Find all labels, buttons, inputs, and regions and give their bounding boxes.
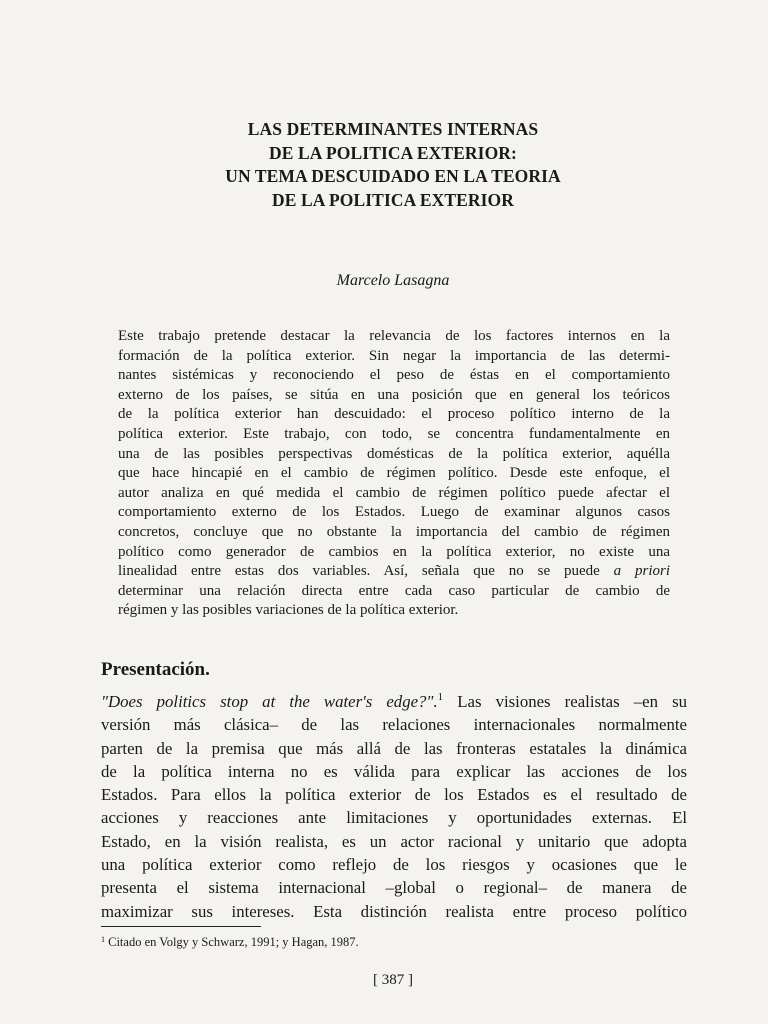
abstract-line: externo de los países, se sitúa en una posición que en general los teóricos — [118, 386, 670, 403]
body-line — [101, 690, 687, 713]
article-title — [150, 118, 636, 212]
body-line: una política exterior como reflejo de los riesgos y ocasiones que le — [101, 855, 687, 875]
page-number: [ 387 ] — [373, 972, 413, 988]
body-line: maximizar sus intereses. Esta distinción realista entre proceso político — [101, 901, 687, 921]
abstract-line: determinar una relación directa entre cada caso particular de cambio de — [118, 582, 670, 599]
abstract-line: una de las posibles perspectivas domésticas de la política exterior, aquélla — [118, 445, 670, 462]
author-name: Marcelo Lasagna — [336, 272, 450, 289]
footnote — [101, 935, 359, 950]
footnote-divider — [101, 926, 261, 927]
title-line: DE LA POLITICA EXTERIOR — [271, 189, 514, 210]
abstract-line: formación de la política exterior. Sin negar la importancia de las determi- — [118, 347, 670, 364]
abstract — [118, 327, 670, 621]
body-line: Estados. Para ellos la política exterior de los Estados es el resultado de — [101, 785, 687, 805]
body-line: acciones y reacciones ante limitaciones y oportunidades externas. El — [101, 808, 687, 828]
footnote-number: 1 — [101, 935, 105, 944]
opening-quote: "Does politics stop at the water's edge?". — [101, 692, 438, 711]
abstract-line: política exterior. Este trabajo, con todo, se concentra fundamentalmente en — [118, 425, 670, 442]
a-priori-emphasis: a priori — [613, 563, 671, 580]
abstract-line: autor analiza en qué medida el cambio de régimen político puede afectar el — [118, 484, 670, 501]
abstract-line: de la política exterior han descuidado: el proceso político interno de la — [118, 406, 670, 423]
abstract-line: Este trabajo pretende destacar la relevancia de los factores internos en la — [118, 328, 670, 344]
abstract-line: concretos, concluye que no obstante la importancia del cambio de régimen — [118, 523, 670, 540]
title-line: DE LA POLITICA EXTERIOR: — [269, 142, 517, 163]
title-line: UN TEMA DESCUIDADO EN LA TEORIA — [225, 166, 561, 186]
abstract-line: que hace hincapié en el cambio de régimen político. Desde este enfoque, el — [118, 465, 670, 482]
abstract-line: nantes sistémicas y reconociendo el peso de éstas en el comportamiento — [118, 367, 670, 384]
footnote-reference[interactable]: 1 — [437, 691, 444, 703]
title-line: LAS DETERMINANTES INTERNAS — [247, 119, 539, 139]
footnote-text: Citado en Volgy y Schwarz, 1991; y Hagan, 1987. — [105, 935, 359, 949]
body-line: Estado, en la visión realista, es un actor racional y unitario que adopta — [101, 831, 687, 851]
body-line-text: Las visiones realistas –en su — [443, 692, 687, 711]
abstract-line: régimen y las posibles variaciones de la política exterior. — [118, 602, 459, 619]
abstract-line: político como generador de cambios en la política exterior, no existe una — [118, 543, 670, 560]
body-text — [101, 690, 687, 923]
section-heading: Presentación. — [101, 659, 210, 680]
body-line: presenta el sistema internacional –global o regional– de manera de — [101, 878, 687, 898]
abstract-line — [118, 562, 670, 582]
abstract-line-text: linealidad entre estas dos variables. Así, señala que no se puede — [118, 563, 600, 580]
body-line: de la política interna no es válida para explicar las acciones de los — [101, 761, 687, 781]
body-line: parten de la premisa que más allá de las fronteras estatales la dinámica — [101, 738, 687, 758]
body-line: versión más clásica– de las relaciones internacionales normalmente — [101, 715, 687, 735]
abstract-line: comportamiento externo de los Estados. Luego de examinar algunos casos — [118, 504, 670, 521]
